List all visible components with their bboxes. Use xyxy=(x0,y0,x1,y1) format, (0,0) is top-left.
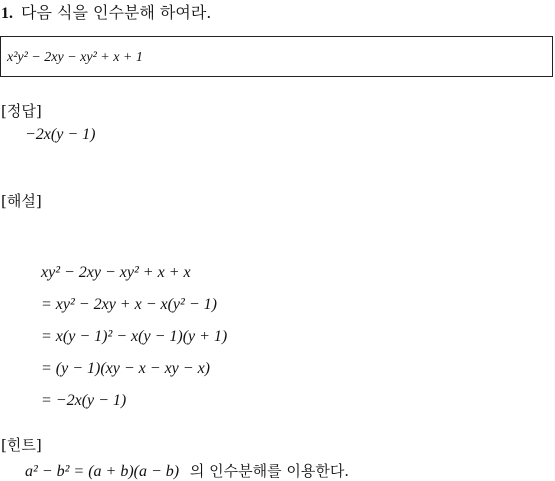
problem-box xyxy=(0,36,553,77)
hint-formula: a² − b² = (a + b)(a − b) xyxy=(25,463,180,480)
answer-heading: [정답] xyxy=(1,102,42,120)
solution-step-1: xy² − 2xy − xy² + x + x xyxy=(41,264,191,281)
solution-step-4: = (y − 1)(xy − x − xy − x) xyxy=(41,360,211,377)
hint-text: 의 인수분해를 이용한다. xyxy=(189,462,350,480)
question-header xyxy=(1,0,211,23)
question-number: 1. xyxy=(1,5,13,22)
solution-step-2: = xy² − 2xy + x − x(y² − 1) xyxy=(41,296,217,313)
solution-step-5: = −2x(y − 1) xyxy=(41,392,127,409)
problem-expression: x²y² − 2xy − xy² + x + 1 xyxy=(7,50,143,65)
solution-step-3: = x(y − 1)² − x(y − 1)(y + 1) xyxy=(41,328,228,345)
hint-line xyxy=(25,460,349,481)
answer-value: −2x(y − 1) xyxy=(25,126,96,143)
solution-heading: [해설] xyxy=(1,192,42,210)
hint-heading: [힌트] xyxy=(1,436,42,454)
question-prompt: 다음 식을 인수분해 하여라. xyxy=(21,3,212,22)
